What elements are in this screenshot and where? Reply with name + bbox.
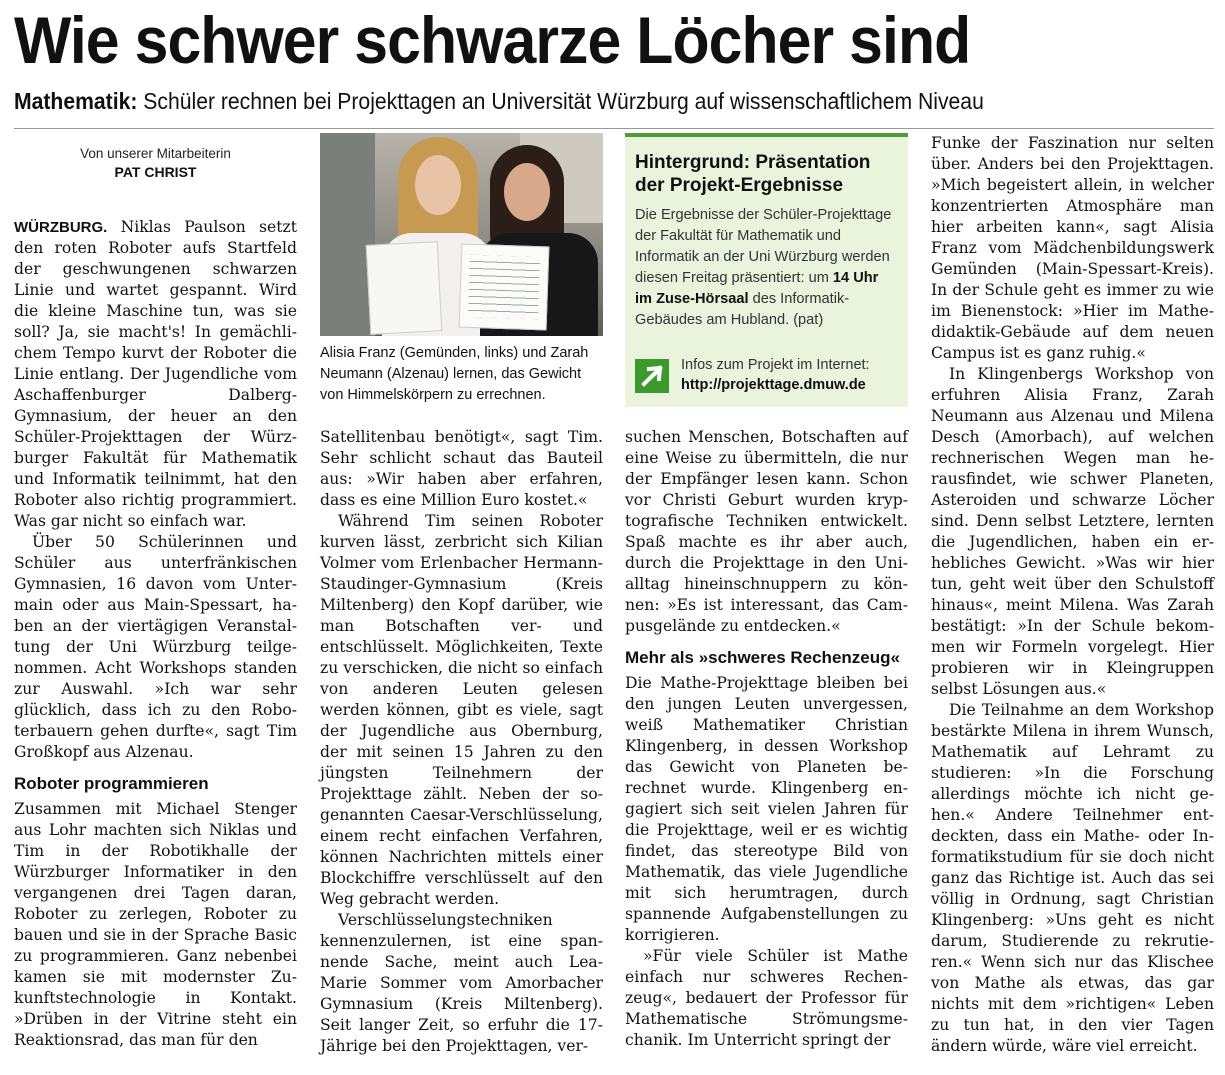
paragraph: Funke der Faszination nur selten über. Anders bei den Projekttagen. »Mich begeistert allein, in welcher konzentrierten Atmosphäre man hier arbeiten kann«, sagt Alisia Franz vom Mädchenbildungswerk Gemünden (Main-Spessart-Kreis). In der Schule geht es immer zu wie im Bienenstock: »Hier im Mathedidaktik-Gebäude auf dem neuen Campus ist es ganz ruhig.« (931, 134, 1214, 362)
infobox-link[interactable] (635, 355, 898, 395)
dateline: WÜRZBURG. (14, 219, 108, 236)
infobox-title: Hintergrund: Präsentation der Projekt-Ergebnisse (635, 152, 871, 196)
background-infobox (625, 133, 908, 407)
article-column-1 (14, 217, 297, 1051)
photo-caption: Alisia Franz (Gemünden, links) und Zarah Neumann (Alzenau) lernen, das Gewicht von Himmelskörpern zu errechnen. (320, 345, 589, 403)
infobox-text: Die Ergebnisse der Schüler-Projekttage der Fakultät für Mathematik und Informatik an der Uni Würzburg werden diesen Freitag präsentiert: um (635, 207, 892, 286)
byline (14, 145, 297, 181)
paragraph: Verschlüsselungstechniken kennenzulernen, ist eine spannende Sache, meint auch Lea-Marie Sommer vom Amorbacher Gymnasium (Kreis Miltenberg). Seit langer Zeit, so erfuhr die 17-Jährige bei den Projekttagen, ver- (320, 911, 603, 1055)
paragraph-text: Niklas Paulson setzt den roten Roboter aufs Startfeld der geschwungenen schwarzen Linie und wartet gespannt. Wird die kleine Maschine tun, was sie soll? Ja, sie macht's! In gemächlichem Tempo kurvt der Roboter die Linie entlang. Der Jugendliche vom Aschaffenburger Dalberg-Gymnasium, der heuer an den Schüler-Projekttagen der Würzburger Fakultät für Mathematik und Informatik teilnimmt, hat den Roboter also richtig programmiert. Was gar nicht so einfach war. (14, 218, 297, 530)
link-label: Infos zum Projekt im Internet: (681, 357, 870, 373)
link-url[interactable]: http://projekttage.dmuw.de (681, 377, 866, 393)
arrow-icon (635, 359, 669, 393)
paragraph: Die Teilnahme an dem Workshop bestärkte Milena in ihrem Wunsch, Mathematik auf Lehramt zu studieren: »In die Forschung allerdings möchte ich nicht gehen.« Andere Teilnehmer entdeckten, dass ein Mathe- oder Informatikstudium für sie doch nicht ganz das Richtige ist. Auch das sei völlig in Ordnung, sagt Christian Klingenberg: »Uns geht es nicht darum, Studierende zu rekrutieren.« Wenn sich nur das Klischee von Mathe als etwas, das gar nichts mit dem »richtigen« Leben zu tun hat, in den vier Tagen ändern würde, wäre viel erreicht. (931, 701, 1214, 1055)
article-column-2 (320, 427, 603, 1057)
headline: Wie schwer schwarze Löcher sind (14, 3, 971, 77)
paragraph (14, 217, 297, 532)
person-figure (415, 155, 461, 215)
paragraph: Satellitenbau benötigt«, sagt Tim. Sehr schlicht schaut das Bauteil aus: »Wir haben aber erfahren, dass es eine Million Euro kostet.« (320, 428, 603, 509)
infobox-highlight: 14 Uhr im Zuse-Hörsaal (635, 270, 879, 307)
byline-intro: Von unserer Mitarbeiterin (80, 146, 231, 161)
subhead-text: Schüler rechnen bei Projekttagen an Universität Würzburg auf wissenschaftlichem Niveau (137, 88, 984, 114)
section-heading: Roboter programmieren (14, 774, 209, 793)
paragraph: Über 50 Schülerinnen und Schüler aus unterfränkischen Gymnasien, 16 davon vom Untermain oder aus Main-Spessart, haben an der viertägigen Veranstaltung der Uni Würzburg teilgenommen. Acht Workshops standen zur Auswahl. »Ich war sehr glücklich, dass ich zu den Roboterbauern gehen durfte«, sagt Tim Großkopf aus Alzenau. (14, 533, 297, 761)
subheadline (14, 86, 1094, 116)
paragraph: »Für viele Schüler ist Mathe einfach nur schweres Rechenzeug«, bedauert der Professor für Mathematische Strömungsmechanik. Im Unterricht springt der (625, 947, 908, 1049)
person-figure (504, 163, 550, 221)
paragraph: Zusammen mit Michael Stenger aus Lohr machten sich Niklas und Tim in der Robotikhalle der Würzburger Informatiker in den vergangenen drei Tagen daran, Roboter zu zerlegen, Roboter zu bauen und sie in der Sprache Basic zu programmieren. Ganz nebenbei kamen sie mit modernster Zukunftstechnologie in Kontakt. »Drüben in der Vitrine steht ein Reaktionsrad, das man für den (14, 800, 297, 1049)
infobox-text: des Informatik-Gebäudes am Hubland. (pat) (635, 291, 850, 328)
article-column-3 (625, 427, 908, 1051)
photo-background (320, 133, 375, 336)
paragraph: suchen Menschen, Botschaften auf eine Weise zu übermitteln, die nur der Empfänger lesen kann. Schon vor Christi Geburt wurden kryptografische Techniken entwickelt. Spaß machte es ihr aber auch, durch die Projekttage in den Unialltag hineinschnuppern zu können: »Es ist interessant, das Campusgelände zu entdecken.« (625, 428, 908, 635)
held-paper (459, 243, 550, 330)
header-rule (14, 128, 1214, 129)
article-column-4 (931, 133, 1214, 1057)
byline-author: PAT CHRIST (114, 164, 197, 180)
paragraph: Die Mathe-Projekttage bleiben bei den jungen Leuten unvergessen, weiß Mathematiker Christian Klingenberg, in dessen Workshop das Gewicht von Planeten berechnet wurde. Klingenberg engagiert sich seit vielen Jahren für die Projekttage, weil er es wichtig findet, das stereotype Bild von Mathematik, das viele Jugendliche mit sich herumtragen, durch spannende Aufgabenstellungen zu korrigieren. (625, 674, 908, 944)
held-paper (366, 241, 443, 335)
article-photo (320, 133, 603, 336)
section-heading: Mehr als »schweres Rechenzeug« (625, 648, 900, 667)
paragraph: In Klingenbergs Workshop von erfuhren Alisia Franz, Zarah Neumann aus Alzenau und Milena Desch (Amorbach), auf welchen rechnerischen Wegen man herausfindet, wie schwer Planeten, Asteroiden und schwarze Löcher sind. Denn selbst Letztere, lernten die Jugendlichen, haben ein erhebliches Gewicht. »Was wir hier tun, geht weit über den Schulstoff hinaus«, meint Milena. Was Zarah bestätigt: »In der Schule bekommen wir Formeln vorgelegt. Hier probieren wir in Kleingruppen selbst Lösungen aus.« (931, 365, 1214, 698)
infobox-body (635, 205, 898, 331)
infobox-link-text (681, 355, 870, 395)
subhead-label: Mathematik: (14, 88, 138, 114)
paragraph: Während Tim seinen Roboter kurven lässt, zerbricht sich Kilian Volmer vom Erlenbacher Hermann-Staudinger-Gymnasium (Kreis Miltenberg) den Kopf darüber, wie man Botschaften ver- und entschlüsselt. Möglichkeiten, Texte zu verschicken, die nicht so einfach von anderen Leuten gelesen werden können, gibt es viele, sagt der Jugendliche aus Obernburg, der mit seinen 15 Jahren zu den jüngsten Teilnehmern der Projekttage zählt. Neben der sogenannten Caesar-Verschlüsselung, einem recht einfachen Verfahren, können Nachrichten mittels einer Blockchiffre verschlüsselt auf den Weg gebracht werden. (320, 512, 603, 908)
